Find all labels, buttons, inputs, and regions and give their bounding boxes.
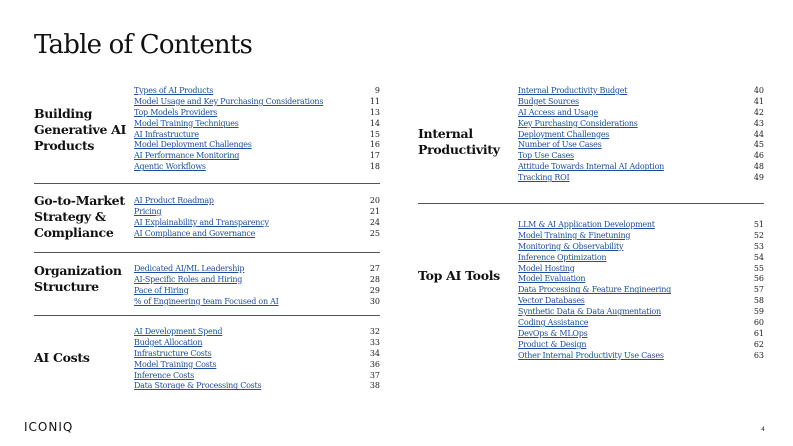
toc-entry-page-number: 9 xyxy=(374,86,380,95)
toc-entry[interactable] xyxy=(134,97,380,108)
toc-entry-link[interactable]: Data Storage & Processing Costs xyxy=(134,381,262,391)
toc-entry-page-number: 18 xyxy=(369,162,380,172)
toc-entry[interactable] xyxy=(518,119,764,130)
toc-entry[interactable] xyxy=(134,338,380,349)
toc-entry-page-number: 27 xyxy=(369,264,380,273)
toc-entry-link[interactable]: Model Training & Finetuning xyxy=(518,230,631,240)
section-items xyxy=(134,86,380,173)
section-heading: Internal Productivity xyxy=(418,126,500,157)
toc-entry-page-number: 55 xyxy=(753,263,764,273)
page-title: Table of Contents xyxy=(34,30,253,60)
toc-entry-page-number: 37 xyxy=(369,370,380,380)
toc-entry[interactable] xyxy=(518,296,764,307)
toc-entry[interactable] xyxy=(518,162,764,173)
toc-entry[interactable] xyxy=(518,231,764,242)
toc-entry-link[interactable]: Inference Costs xyxy=(134,370,195,380)
toc-entry-link[interactable]: Other Internal Productivity Use Cases xyxy=(518,350,664,360)
toc-entry-link[interactable]: Types of AI Products xyxy=(134,86,214,95)
toc-entry[interactable] xyxy=(134,349,380,360)
toc-entry-page-number: 20 xyxy=(369,196,380,205)
toc-entry-link[interactable]: Budget Allocation xyxy=(134,337,203,347)
toc-entry-link[interactable]: DevOps & MLOps xyxy=(518,328,588,338)
toc-entry[interactable] xyxy=(134,297,380,308)
toc-entry-page-number: 48 xyxy=(753,162,764,172)
toc-entry[interactable] xyxy=(518,86,764,97)
section-heading: Go-to-Market Strategy & Compliance xyxy=(34,193,125,240)
toc-entry-link[interactable]: Deployment Challenges xyxy=(518,129,610,139)
toc-entry-page-number: 44 xyxy=(753,129,764,139)
toc-entry-link[interactable]: Number of Use Cases xyxy=(518,140,602,150)
toc-entry-link[interactable]: AI Product Roadmap xyxy=(134,196,214,205)
toc-section-organization-structure xyxy=(34,253,380,316)
toc-entry[interactable] xyxy=(134,264,380,275)
toc-entry-page-number: 25 xyxy=(369,228,380,238)
toc-entry[interactable] xyxy=(518,351,764,362)
section-items xyxy=(134,196,380,240)
toc-entry-link[interactable]: Top Models Providers xyxy=(134,107,218,117)
toc-entry-link[interactable]: Top Use Cases xyxy=(518,151,574,161)
section-heading: Organization Structure xyxy=(34,263,122,294)
toc-entry-link[interactable]: Key Purchasing Considerations xyxy=(518,118,638,128)
toc-entry-link[interactable]: AI Compliance and Governance xyxy=(134,228,256,238)
toc-entry-page-number: 56 xyxy=(753,274,764,284)
toc-entry-link[interactable]: AI Development Spend xyxy=(134,327,223,336)
toc-entry-page-number: 53 xyxy=(753,241,764,251)
toc-entry-link[interactable]: Model Deployment Challenges xyxy=(134,140,252,150)
toc-entry-page-number: 62 xyxy=(753,339,764,349)
toc-entry-link[interactable]: Inference Optimization xyxy=(518,252,607,262)
toc-entry-link[interactable]: Monitoring & Observability xyxy=(518,241,624,251)
toc-entry-page-number: 36 xyxy=(369,359,380,369)
toc-entry-link[interactable]: LLM & AI Application Development xyxy=(518,220,655,229)
toc-entry-page-number: 54 xyxy=(753,252,764,262)
toc-entry-link[interactable]: Budget Sources xyxy=(518,96,579,106)
toc-entry[interactable] xyxy=(134,86,380,97)
toc-entry[interactable] xyxy=(518,130,764,141)
toc-entry-link[interactable]: Model Training Costs xyxy=(134,359,217,369)
toc-entry-page-number: 21 xyxy=(369,206,380,216)
toc-entry-page-number: 42 xyxy=(753,107,764,117)
toc-entry-page-number: 29 xyxy=(369,285,380,295)
toc-entry-link[interactable]: Pace of Hiring xyxy=(134,285,189,295)
toc-entry-link[interactable]: AI Access and Usage xyxy=(518,107,599,117)
toc-entry-page-number: 32 xyxy=(369,327,380,336)
section-items xyxy=(518,86,764,184)
toc-entry[interactable] xyxy=(518,274,764,285)
toc-entry[interactable] xyxy=(134,286,380,297)
toc-entry-link[interactable]: % of Engineering team Focused on AI xyxy=(134,296,279,306)
toc-entry-link[interactable]: Internal Productivity Budget xyxy=(518,86,628,95)
toc-entry-link[interactable]: Tracking ROI xyxy=(518,173,570,183)
toc-entry-link[interactable]: Model Usage and Key Purchasing Considerations xyxy=(134,96,324,106)
toc-entry[interactable] xyxy=(518,253,764,264)
toc-entry[interactable] xyxy=(134,119,380,130)
toc-entry-link[interactable]: AI Performance Monitoring xyxy=(134,151,240,161)
toc-entry[interactable] xyxy=(518,307,764,318)
toc-entry-link[interactable]: Vector Databases xyxy=(518,296,585,306)
toc-entry-page-number: 33 xyxy=(369,337,380,347)
section-items xyxy=(518,220,764,362)
toc-entry[interactable] xyxy=(518,97,764,108)
toc-entry-page-number: 11 xyxy=(369,96,380,106)
toc-entry[interactable] xyxy=(134,196,380,207)
toc-entry[interactable] xyxy=(518,285,764,296)
toc-entry-link[interactable]: Agentic Workflows xyxy=(134,162,206,172)
toc-section-building-generative-ai xyxy=(34,86,380,184)
section-heading: Top AI Tools xyxy=(418,268,500,283)
toc-entry[interactable] xyxy=(518,340,764,351)
section-items xyxy=(134,327,380,392)
toc-entry-link[interactable]: Dedicated AI/ML Leadership xyxy=(134,264,245,273)
page-number: 4 xyxy=(761,426,765,433)
toc-entry[interactable] xyxy=(134,207,380,218)
toc-entry-link[interactable]: Data Processing & Feature Engineering xyxy=(518,285,671,295)
toc-section-ai-costs xyxy=(34,316,380,396)
toc-entry-page-number: 14 xyxy=(369,118,380,128)
toc-entry-link[interactable]: AI Explainability and Transparency xyxy=(134,217,269,227)
toc-entry-page-number: 63 xyxy=(753,350,764,360)
toc-entry-link[interactable]: AI-Specific Roles and Hiring xyxy=(134,274,243,284)
toc-entry-page-number: 15 xyxy=(369,129,380,139)
toc-entry-page-number: 52 xyxy=(753,230,764,240)
section-items xyxy=(134,264,380,308)
toc-entry-page-number: 57 xyxy=(753,285,764,295)
toc-entry-link[interactable]: Model Evaluation xyxy=(518,274,586,284)
toc-entry[interactable] xyxy=(518,151,764,162)
toc-entry[interactable] xyxy=(518,318,764,329)
toc-right-column xyxy=(418,86,764,364)
toc-entry[interactable] xyxy=(134,371,380,382)
toc-entry[interactable] xyxy=(518,264,764,275)
toc-entry-page-number: 28 xyxy=(369,274,380,284)
toc-entry-page-number: 58 xyxy=(753,296,764,306)
toc-entry[interactable] xyxy=(134,162,380,173)
toc-entry-page-number: 40 xyxy=(753,86,764,95)
toc-entry[interactable] xyxy=(518,220,764,231)
toc-entry[interactable] xyxy=(518,108,764,119)
toc-entry-link[interactable]: Model Training Techniques xyxy=(134,118,239,128)
toc-entry-page-number: 59 xyxy=(753,307,764,317)
toc-entry-page-number: 34 xyxy=(369,348,380,358)
toc-entry-page-number: 49 xyxy=(753,173,764,183)
toc-entry[interactable] xyxy=(134,327,380,338)
toc-entry-link[interactable]: Synthetic Data & Data Augmentation xyxy=(518,307,661,317)
toc-entry-page-number: 41 xyxy=(753,96,764,106)
toc-entry-link[interactable]: AI Infrastructure xyxy=(134,129,199,139)
toc-entry-page-number: 16 xyxy=(369,140,380,150)
toc-entry-page-number: 38 xyxy=(369,381,380,391)
toc-entry[interactable] xyxy=(134,360,380,371)
toc-entry-page-number: 45 xyxy=(753,140,764,150)
toc-entry[interactable] xyxy=(134,229,380,240)
toc-entry[interactable] xyxy=(518,329,764,340)
toc-entry[interactable] xyxy=(134,218,380,229)
toc-entry-page-number: 46 xyxy=(753,151,764,161)
toc-entry-link[interactable]: Pricing xyxy=(134,206,162,216)
iconiq-logo: ICONIQ xyxy=(24,420,74,434)
toc-entry-page-number: 60 xyxy=(753,318,764,328)
toc-entry-page-number: 30 xyxy=(369,296,380,306)
toc-entry[interactable] xyxy=(134,275,380,286)
section-heading: AI Costs xyxy=(34,350,90,365)
toc-entry-link[interactable]: Product & Design xyxy=(518,339,587,349)
toc-section-top-ai-tools xyxy=(418,204,764,364)
toc-entry-page-number: 51 xyxy=(753,220,764,229)
toc-entry-page-number: 17 xyxy=(369,151,380,161)
toc-entry[interactable] xyxy=(134,381,380,392)
toc-entry[interactable] xyxy=(518,140,764,151)
toc-entry-link[interactable]: Model Hosting xyxy=(518,263,575,273)
toc-entry-page-number: 61 xyxy=(753,328,764,338)
toc-entry-link[interactable]: Coding Assistance xyxy=(518,318,589,328)
toc-entry[interactable] xyxy=(518,173,764,184)
toc-entry[interactable] xyxy=(518,242,764,253)
toc-entry-page-number: 43 xyxy=(753,118,764,128)
toc-entry[interactable] xyxy=(134,140,380,151)
toc-entry-page-number: 24 xyxy=(369,217,380,227)
toc-entry[interactable] xyxy=(134,108,380,119)
section-heading: Building Generative AI Products xyxy=(34,106,127,153)
toc-entry-link[interactable]: Infrastructure Costs xyxy=(134,348,212,358)
toc-entry-link[interactable]: Attitude Towards Internal AI Adoption xyxy=(518,162,665,172)
toc-section-internal-productivity xyxy=(418,86,764,204)
toc-entry[interactable] xyxy=(134,151,380,162)
toc-left-column xyxy=(34,86,380,396)
toc-entry-page-number: 13 xyxy=(369,107,380,117)
toc-section-go-to-market xyxy=(34,184,380,253)
toc-entry[interactable] xyxy=(134,130,380,141)
